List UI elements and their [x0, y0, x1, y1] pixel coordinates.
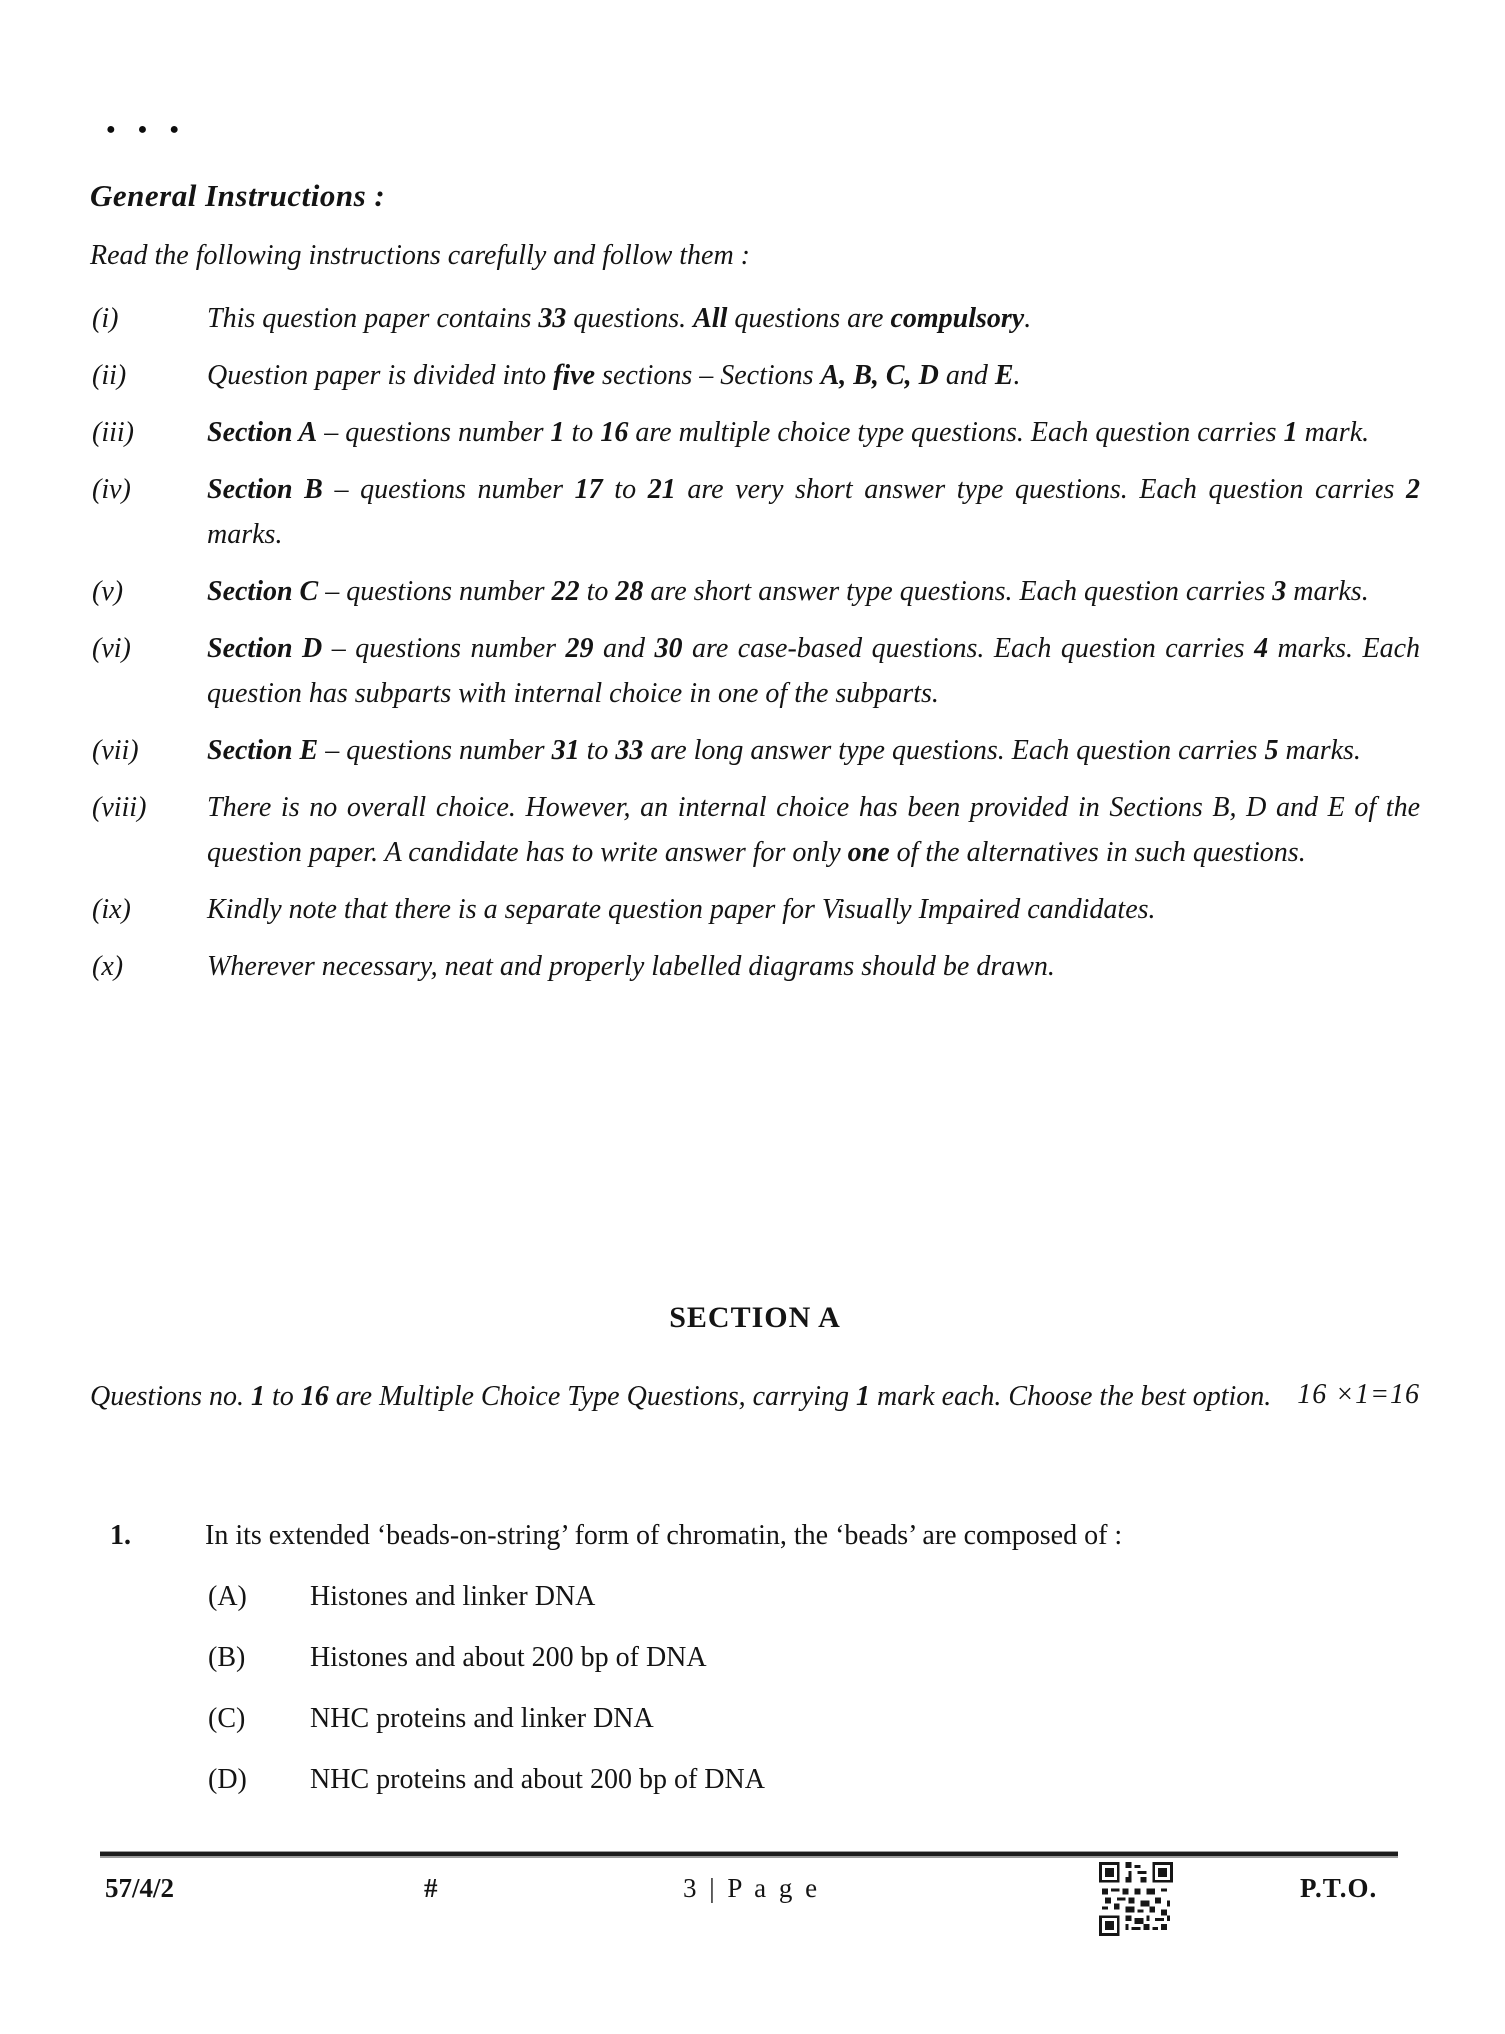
general-instructions-intro: Read the following instructions carefully and follow them : [90, 240, 751, 271]
instruction-text: Section A – questions number 1 to 16 are multiple choice type questions. Each question carries 1 mark. [207, 417, 1370, 448]
corner-dots-marker: ● ● ● [106, 121, 188, 138]
instruction-text: This question paper contains 33 questions. All questions are compulsory. [207, 303, 1032, 334]
general-instructions-list [90, 296, 1420, 1001]
instruction-number: (iii) [92, 417, 134, 448]
option-b-label: (B) [208, 1642, 246, 1673]
qr-code-icon [1099, 1862, 1173, 1936]
option-c-label: (C) [208, 1703, 246, 1734]
section-a-intro-text: Questions no. 1 to 16 are Multiple Choice Type Questions, carrying 1 mark each. Choose the best option. [90, 1381, 1272, 1412]
instruction-item [90, 353, 1420, 398]
option-d-label: (D) [208, 1764, 247, 1795]
option-c [208, 1696, 1420, 1741]
instruction-item [90, 467, 1420, 557]
option-a [208, 1574, 1420, 1619]
instruction-number: (iv) [92, 474, 131, 505]
instruction-number: (v) [92, 576, 124, 607]
instruction-text: Section D – questions number 29 and 30 are case-based questions. Each question carries 4 marks. Each question has subparts with internal choice in one of the subparts. [207, 633, 1420, 709]
question-1-number: 1. [110, 1520, 131, 1551]
option-a-label: (A) [208, 1581, 247, 1612]
page-number-label: 3 | P a g e [683, 1873, 821, 1903]
instruction-item [90, 887, 1420, 932]
instruction-item [90, 785, 1420, 875]
general-instructions-heading: General Instructions : [90, 178, 386, 213]
option-d-text: NHC proteins and about 200 bp of DNA [310, 1764, 765, 1795]
instruction-text: Section E – questions number 31 to 33 are long answer type questions. Each question carries 5 marks. [207, 735, 1361, 766]
instruction-number: (ii) [92, 360, 127, 391]
question-1-options [208, 1574, 1420, 1802]
option-b [208, 1635, 1420, 1680]
instruction-text: Wherever necessary, neat and properly labelled diagrams should be drawn. [207, 951, 1055, 982]
option-c-text: NHC proteins and linker DNA [310, 1703, 654, 1734]
instruction-item [90, 410, 1420, 455]
instruction-number: (i) [92, 303, 119, 334]
instruction-item [90, 296, 1420, 341]
instruction-text: Kindly note that there is a separate question paper for Visually Impaired candidates. [207, 894, 1156, 925]
instruction-item [90, 569, 1420, 614]
instruction-item [90, 944, 1420, 989]
section-a-marks-note: 16 ×1=16 [1297, 1379, 1420, 1410]
instruction-item [90, 626, 1420, 716]
section-a-heading: SECTION A [669, 1301, 841, 1334]
question-1-text: In its extended ‘beads-on-string’ form of chromatin, the ‘beads’ are composed of : [205, 1520, 1123, 1551]
paper-code: 57/4/2 [105, 1873, 175, 1903]
option-a-text: Histones and linker DNA [310, 1581, 596, 1612]
option-d [208, 1757, 1420, 1802]
instruction-number: (ix) [92, 894, 131, 925]
footer-rule [100, 1851, 1398, 1858]
instruction-number: (vi) [92, 633, 131, 664]
footer-hash-mark: # [424, 1873, 438, 1903]
instruction-number: (viii) [92, 792, 147, 823]
section-a-intro [90, 1374, 1420, 1419]
instruction-text: Question paper is divided into five sections – Sections A, B, C, D and E. [207, 360, 1021, 391]
instruction-number: (x) [92, 951, 124, 982]
instruction-number: (vii) [92, 735, 139, 766]
option-b-text: Histones and about 200 bp of DNA [310, 1642, 707, 1673]
pto-label: P.T.O. [1300, 1873, 1378, 1903]
instruction-text: There is no overall choice. However, an internal choice has been provided in Sections B, D and E of the question paper. A candidate has to write answer for only one of the alternatives in such questions. [207, 792, 1420, 868]
instruction-text: Section B – questions number 17 to 21 are very short answer type questions. Each question carries 2 marks. [207, 474, 1421, 550]
question-1 [110, 1513, 1420, 1802]
instruction-item [90, 728, 1420, 773]
instruction-text: Section C – questions number 22 to 28 are short answer type questions. Each question carries 3 marks. [207, 576, 1369, 607]
